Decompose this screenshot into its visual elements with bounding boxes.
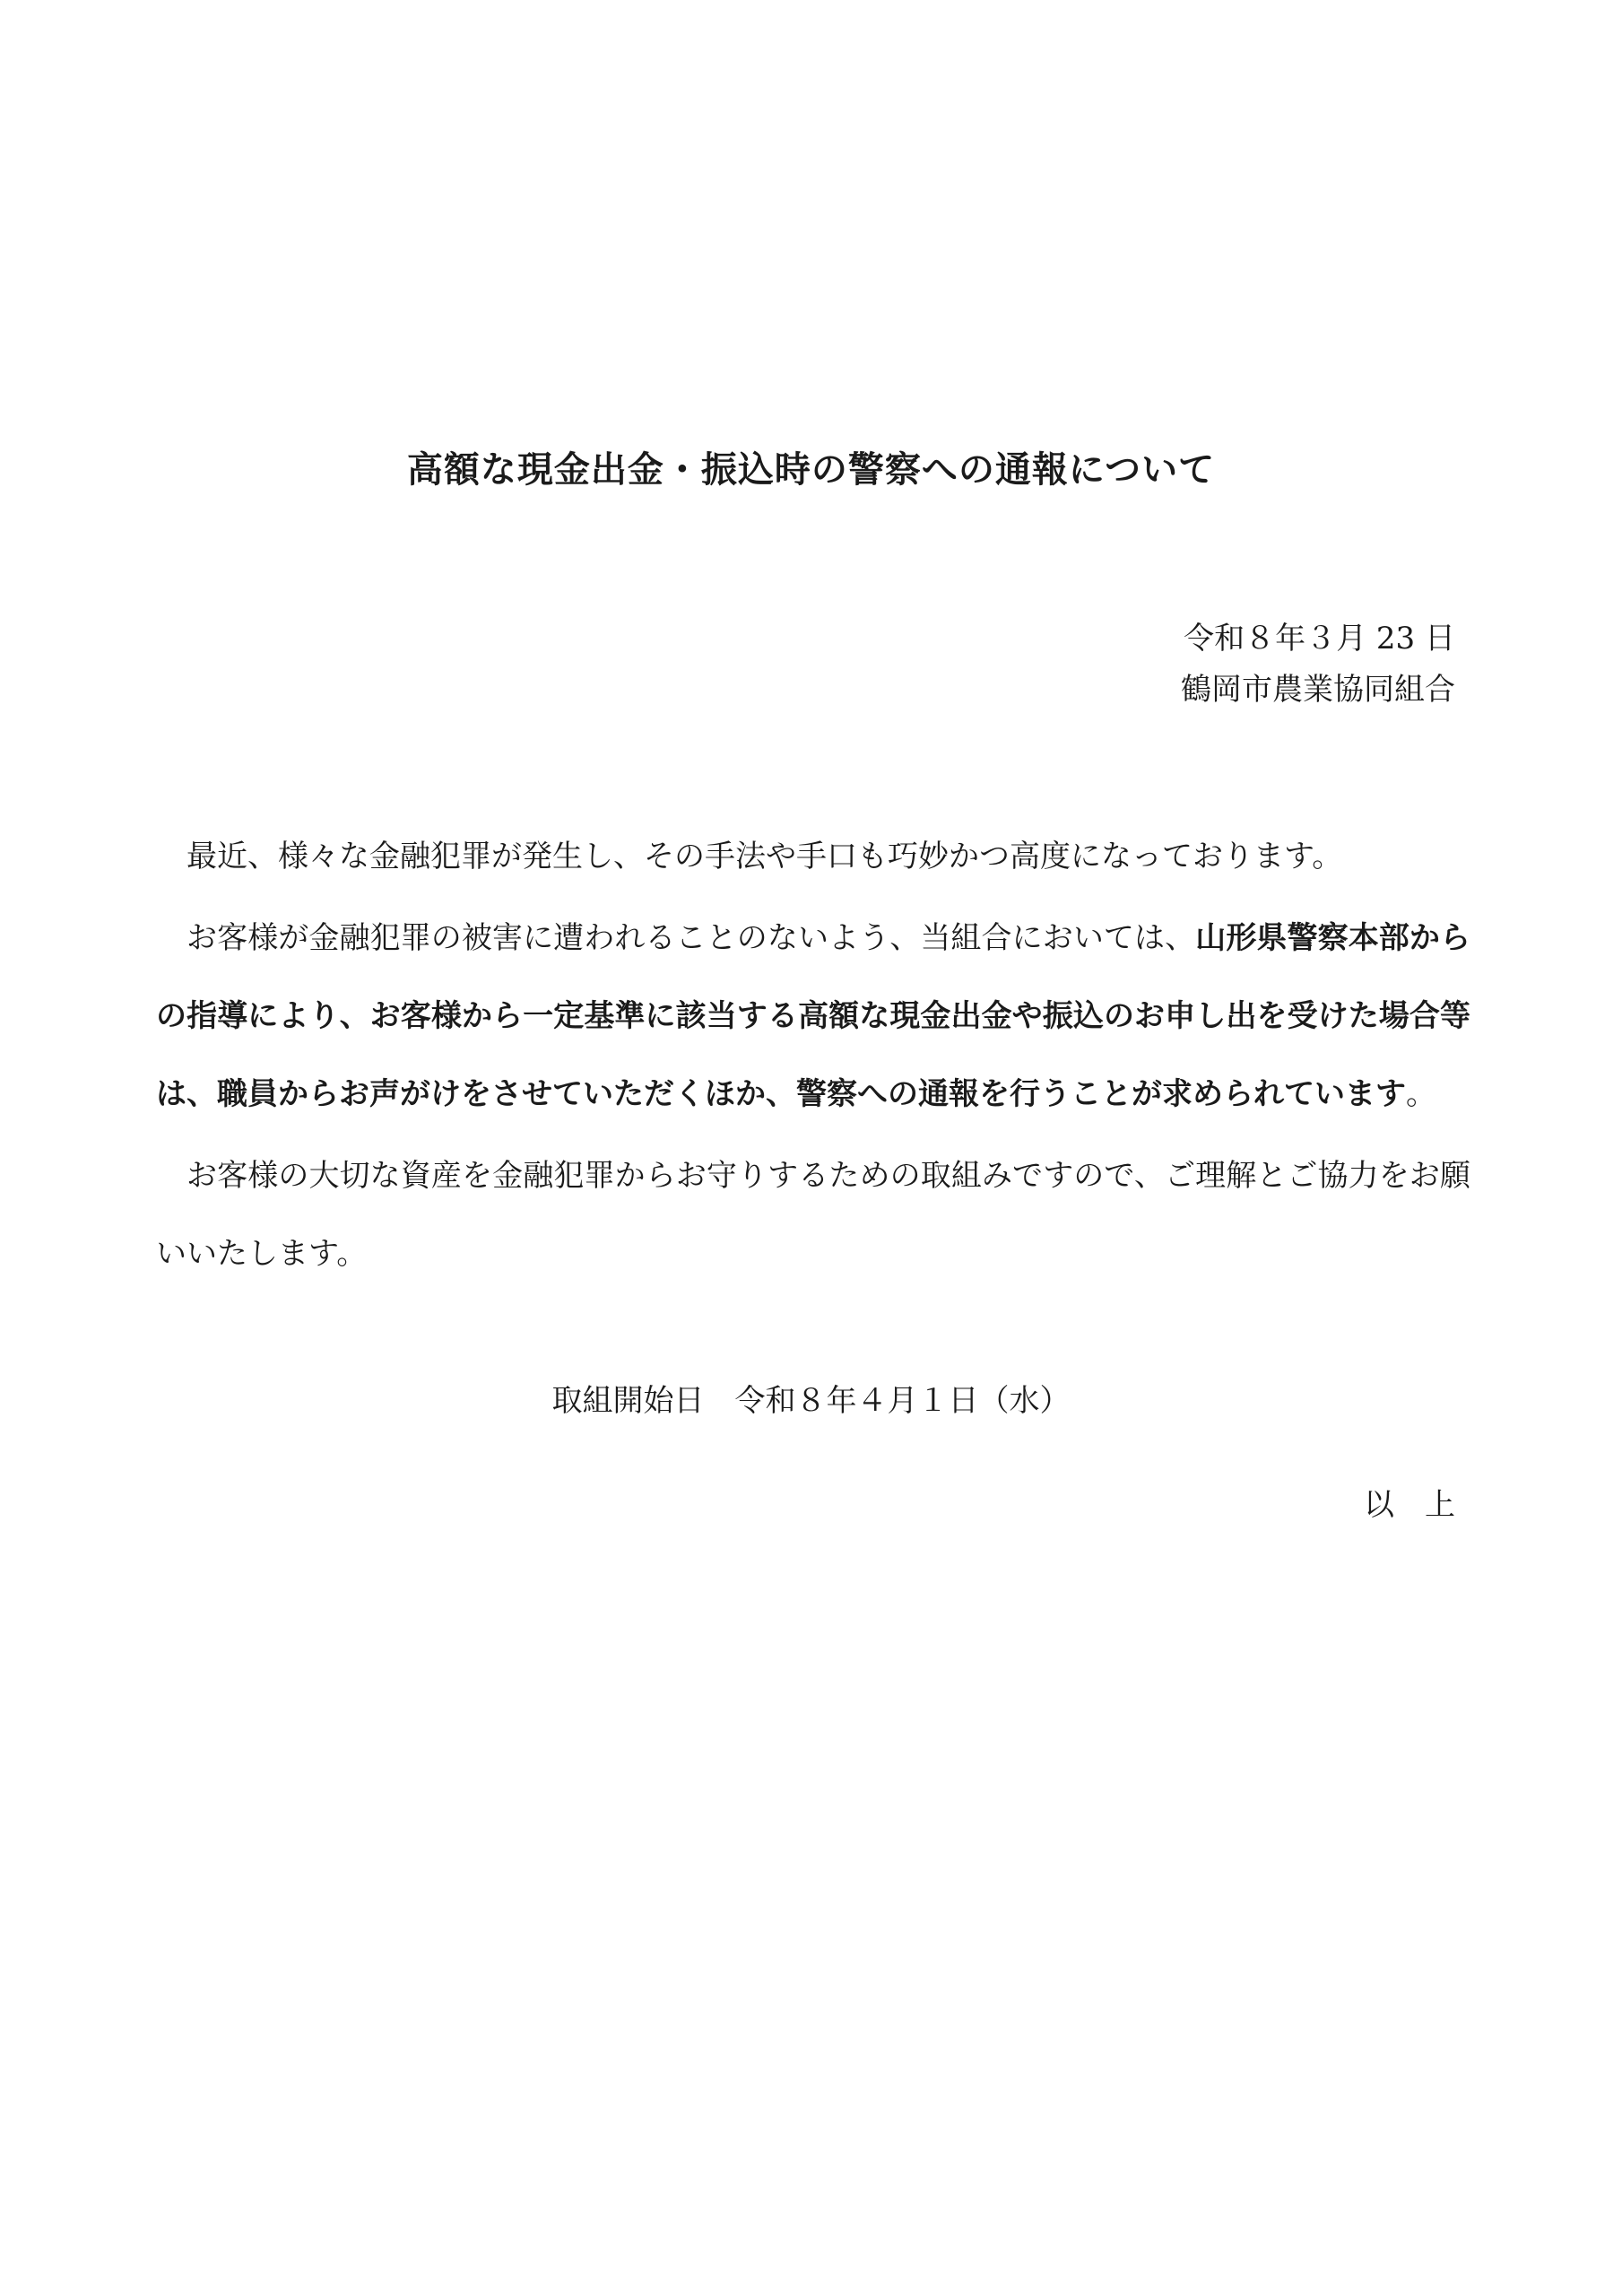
issuer-name: 鶴岡市農業協同組合 [1181, 672, 1455, 708]
paragraph-2-emphasis: 山形県警察本部からの指導により、お客様から一定基準に該当する高額な現金出金や振込のお申し出を受けた場合等は、職員からお声がけをさせていただくほか、警察への通報を行うことが求められています [156, 920, 1470, 1112]
issue-date: 令和８年３月 23 日 [1184, 621, 1455, 657]
paragraph-3: お客様の大切な資産を金融犯罪からお守りするための取組みですので、ご理解とご協力をお願いいたします。 [156, 1158, 1470, 1272]
document-meta [1181, 613, 1455, 716]
paragraph-1: 最近、様々な金融犯罪が発生し、その手法や手口も巧妙かつ高度になっております。 [186, 839, 1343, 874]
start-date-line: 取組開始日 令和８年４月１日（水） [551, 1383, 1071, 1419]
document-title: 高額な現金出金・振込時の警察への通報について [406, 449, 1216, 491]
paragraph-2-tail: 。 [1406, 1076, 1436, 1112]
paragraph-2 [156, 900, 1470, 1134]
document-body [156, 818, 1470, 1293]
closing-mark: 以 上 [1364, 1487, 1455, 1523]
paragraph-2-lead: お客様が金融犯罪の被害に遭われることのないよう、当組合においては、 [186, 920, 1196, 956]
